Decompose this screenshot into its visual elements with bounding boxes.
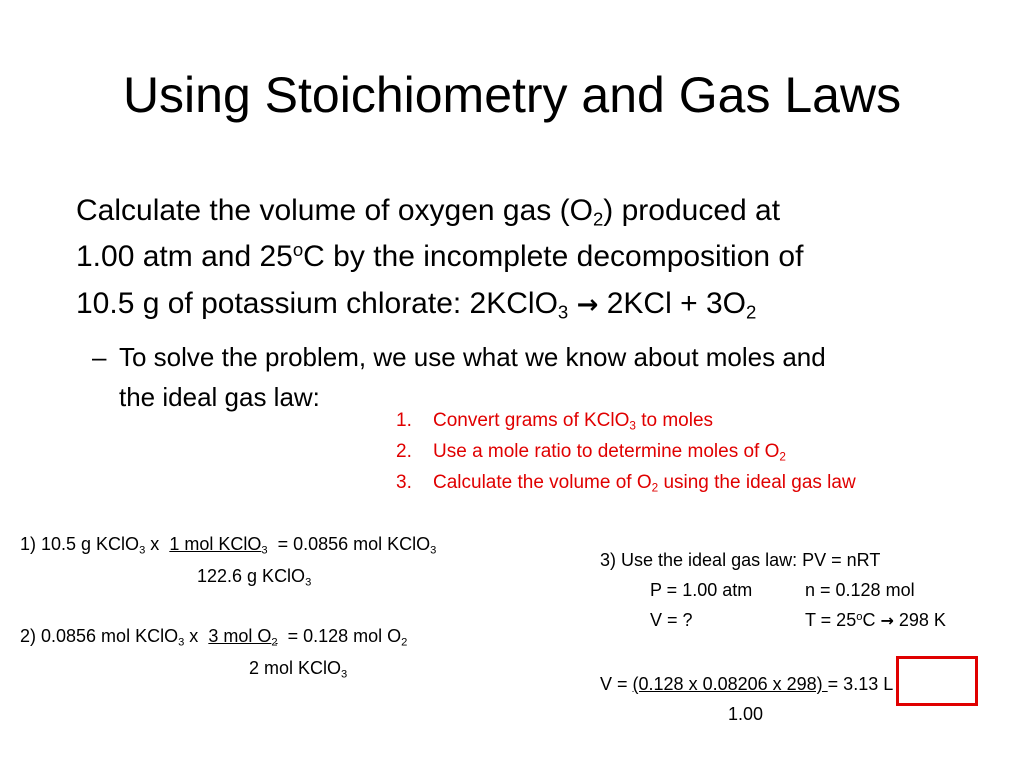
bullet-line-1: To solve the problem, we use what we know about moles and	[119, 342, 826, 372]
moles-value: n = 0.128 mol	[805, 580, 915, 600]
pressure-value: P = 1.00 atm	[650, 580, 753, 600]
step-text-b: to moles	[635, 410, 714, 431]
step-3	[396, 472, 856, 494]
equation-result: = 3.13 L	[827, 674, 894, 694]
subscript: 3	[629, 419, 636, 433]
problem-text: Calculate the volume of oxygen gas (O	[76, 194, 593, 227]
work-1-main	[20, 533, 436, 555]
step-2	[396, 441, 786, 463]
work-1-denominator	[197, 565, 311, 587]
numerator-text: 3 mol O	[208, 626, 272, 646]
volume-equation	[600, 673, 893, 695]
work-text: x	[145, 534, 165, 554]
problem-text: C by the incomplete decomposition of	[303, 240, 804, 273]
work-text: 2) 0.0856 mol KClO	[20, 626, 179, 646]
problem-text: 1.00 atm and 25	[76, 240, 293, 273]
work-result	[278, 626, 408, 649]
subscript: 2	[401, 636, 408, 649]
work-text: x	[184, 626, 204, 646]
subscript: 2	[271, 636, 278, 649]
subscript: 2	[651, 481, 659, 495]
bullet-line-2: the ideal gas law:	[119, 382, 320, 412]
step-number: 1.	[396, 410, 412, 431]
equation-text: V =	[600, 674, 633, 694]
right-arrow-icon: →	[576, 290, 599, 320]
subscript: 2	[779, 450, 786, 464]
problem-text: 2KCl + 3O	[598, 287, 746, 320]
equation-denominator: 1.00	[728, 704, 764, 724]
right-arrow-icon: →	[880, 611, 894, 630]
subscript: 3	[341, 668, 348, 681]
temperature-kelvin: 298 K	[893, 610, 946, 630]
result-text: = 0.0856 mol KClO	[272, 534, 431, 554]
work-text: 1) 10.5 g KClO	[20, 534, 140, 554]
step-text-a: Calculate the volume of O	[433, 472, 652, 493]
work-2-denominator	[249, 657, 347, 679]
step-1	[396, 410, 713, 432]
step-text-a: Convert grams of KClO	[433, 410, 630, 431]
subscript: 3	[261, 544, 268, 557]
problem-text: ) produced at	[603, 194, 781, 227]
fraction-numerator	[208, 626, 278, 649]
subscript: 3	[305, 576, 312, 589]
superscript: o	[292, 238, 304, 260]
step-text-a: Use a mole ratio to determine moles of O	[433, 441, 780, 462]
subscript: 3	[557, 301, 569, 323]
problem-text: 10.5 g of potassium chlorate: 2KClO	[76, 287, 558, 320]
equation-numerator: (0.128 x 0.08206 x 298)	[632, 674, 828, 694]
work-2-main	[20, 625, 407, 647]
bullet-dash: –	[92, 342, 107, 372]
work-result	[268, 534, 437, 557]
subscript: 2	[745, 301, 757, 323]
step-text	[433, 441, 786, 462]
result-text: = 0.128 mol O	[282, 626, 402, 646]
fraction-numerator	[169, 534, 268, 557]
step-text	[433, 472, 856, 493]
subscript: 2	[592, 208, 604, 230]
subscript: 3	[178, 636, 185, 649]
temperature-text: T = 25	[805, 610, 857, 630]
step-number: 2.	[396, 441, 412, 462]
superscript: o	[856, 610, 863, 623]
numerator-text: 1 mol KClO	[169, 534, 262, 554]
subscript: 3	[430, 544, 437, 557]
answer-highlight-box	[896, 656, 978, 706]
denominator-text: 2 mol KClO	[249, 658, 342, 678]
slide-title: Using Stoichiometry and Gas Laws	[122, 67, 902, 123]
problem-line-2	[76, 239, 803, 275]
step-number: 3.	[396, 472, 412, 493]
step-text-b: using the ideal gas law	[658, 472, 856, 493]
step-text	[433, 410, 713, 431]
denominator-text: 122.6 g KClO	[197, 566, 306, 586]
problem-line-3	[76, 286, 756, 323]
temperature-unit: C	[862, 610, 876, 630]
problem-line-1	[76, 193, 780, 229]
temperature-value	[805, 609, 946, 632]
subscript: 3	[139, 544, 146, 557]
volume-unknown: V = ?	[650, 610, 693, 630]
work-3-heading: 3) Use the ideal gas law: PV = nRT	[600, 550, 881, 570]
